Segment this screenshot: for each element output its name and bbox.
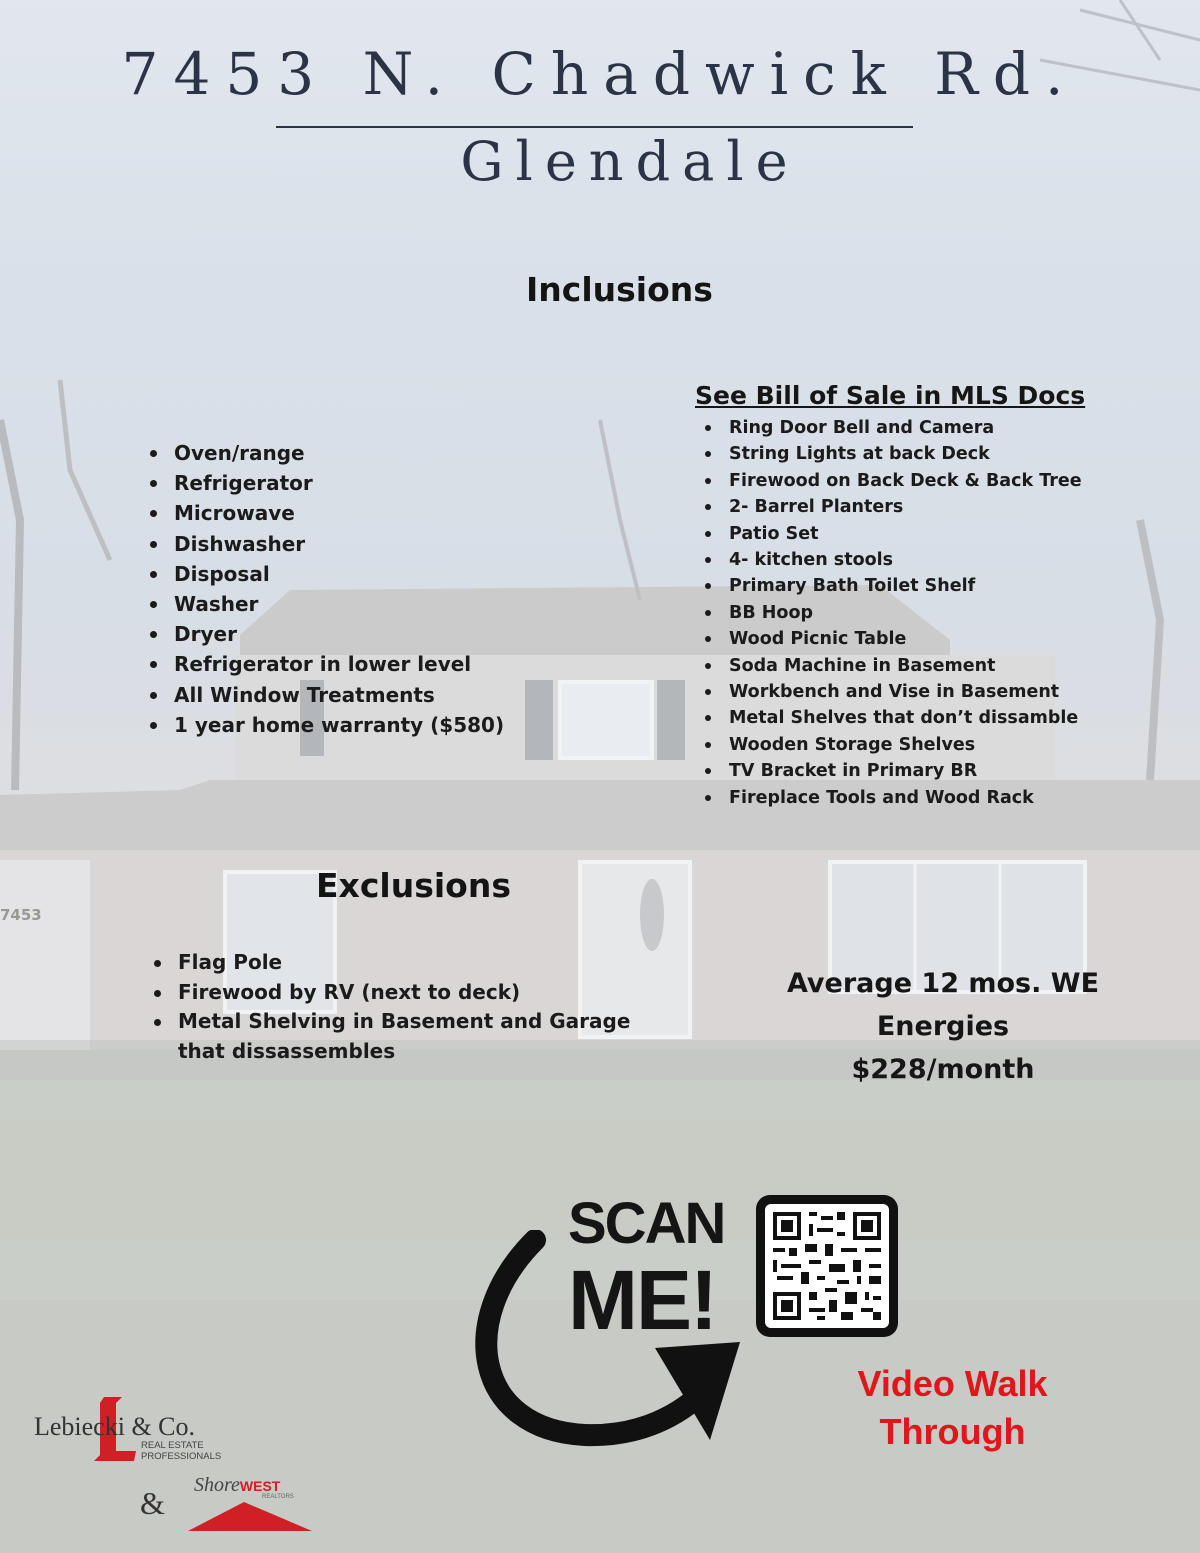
- list-item: Dishwasher: [148, 529, 504, 559]
- list-item: 2- Barrel Planters: [703, 494, 1082, 520]
- logo-ampersand: &: [140, 1485, 165, 1521]
- lebiecki-logo-name: Lebiecki & Co.: [34, 1412, 196, 1441]
- list-item: All Window Treatments: [148, 680, 504, 710]
- video-line: Through: [879, 1411, 1026, 1452]
- list-item: Refrigerator in lower level: [148, 649, 504, 679]
- address-title: 7453 N. Chadwick Rd.: [121, 40, 1079, 108]
- list-item: Firewood on Back Deck & Back Tree: [703, 468, 1082, 494]
- bill-of-sale-list: [703, 415, 1082, 811]
- list-item: Ring Door Bell and Camera: [703, 415, 1082, 441]
- shorewest-roof-logo-icon: [188, 1500, 314, 1534]
- energy-cost-note: [720, 962, 1166, 1091]
- shorewest-west: WEST: [239, 1478, 281, 1494]
- list-item: Patio Set: [703, 521, 1082, 547]
- exclusions-list: [152, 948, 652, 1066]
- qr-code[interactable]: [756, 1195, 898, 1337]
- list-item: Flag Pole: [152, 948, 652, 978]
- lebiecki-sub-line: REAL ESTATE: [141, 1440, 204, 1451]
- lebiecki-logo-subtitle: [141, 1440, 221, 1462]
- bill-of-sale-heading: See Bill of Sale in MLS Docs: [695, 381, 1086, 410]
- shorewest-shore: Shore: [194, 1474, 240, 1496]
- video-line: Video Walk: [857, 1363, 1048, 1404]
- list-item: Wood Picnic Table: [703, 626, 1082, 652]
- scan-label: SCAN: [568, 1191, 725, 1256]
- list-item: Dryer: [148, 619, 504, 649]
- energy-amount: $228/month: [851, 1054, 1035, 1085]
- list-item: Metal Shelves that don’t dissamble: [703, 705, 1082, 731]
- inclusions-list: [148, 438, 504, 740]
- list-item: Wooden Storage Shelves: [703, 732, 1082, 758]
- list-item: Workbench and Vise in Basement: [703, 679, 1082, 705]
- list-item: BB Hoop: [703, 600, 1082, 626]
- exclusions-heading: Exclusions: [316, 866, 511, 905]
- list-item: Oven/range: [148, 438, 504, 468]
- list-item: String Lights at back Deck: [703, 441, 1082, 467]
- list-item: Disposal: [148, 559, 504, 589]
- list-item: Soda Machine in Basement: [703, 653, 1082, 679]
- inclusions-heading: Inclusions: [526, 270, 713, 309]
- list-item: TV Bracket in Primary BR: [703, 758, 1082, 784]
- list-item: Primary Bath Toilet Shelf: [703, 573, 1082, 599]
- list-item: 4- kitchen stools: [703, 547, 1082, 573]
- list-item: Washer: [148, 589, 504, 619]
- house-number: 7453: [0, 906, 42, 924]
- city-title: Glendale: [460, 130, 800, 193]
- list-item: Firewood by RV (next to deck): [152, 978, 652, 1008]
- title-divider: [276, 126, 913, 128]
- video-walkthrough-label[interactable]: [800, 1360, 1105, 1456]
- list-item: Fireplace Tools and Wood Rack: [703, 785, 1082, 811]
- shorewest-subtitle: REALTORS: [262, 1494, 294, 1500]
- list-item: Microwave: [148, 498, 504, 528]
- list-item: Metal Shelving in Basement and Garage that dissassembles: [152, 1007, 652, 1066]
- list-item: Refrigerator: [148, 468, 504, 498]
- qr-code-icon: [765, 1204, 889, 1328]
- list-item: 1 year home warranty ($580): [148, 710, 504, 740]
- me-label: ME!: [568, 1253, 716, 1347]
- curved-arrow-icon: [465, 1230, 755, 1460]
- energy-line: Average 12 mos. WE Energies: [786, 968, 1100, 1042]
- lebiecki-sub-line: PROFESSIONALS: [141, 1451, 222, 1462]
